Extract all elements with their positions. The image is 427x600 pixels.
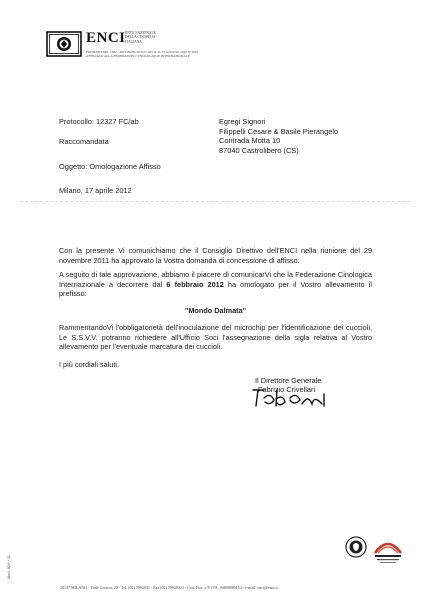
enci-acronym: ENCI (86, 30, 126, 46)
registered-mail-label: Raccomandata (59, 137, 109, 146)
document-model-code: Mod. 929 / 11 (6, 555, 11, 580)
signatory-name: Fabrizio Crivellari (258, 385, 316, 394)
founded-line: AFFILIATO ALLA FEDERATION CYNOLOGIQUE INTERNATIONALE (86, 54, 190, 59)
paragraph-text: ha omologato per il Vostro allevamento il prefisso: (59, 279, 372, 298)
body-paragraph-3: RammentandoVi l'obbligatorietà dell'inoculazione del microchip per l'identificazione dei cuccioli, Le S.S.V.V. potranno richiedere all'Ufficio Soci l'assegnazione della sigla relativa al Vostro allevamento per l'eventuale marcatura dei cuccioli. (59, 323, 372, 351)
enci-name-line: ITALIANA (125, 39, 142, 44)
recipient-line: Contrada Motta 10 (219, 136, 281, 146)
footer-address: 20137 MILANO - Viale Corsica, 20 - Tel. (02) 7002031 - Fax (02) 70020323 - Cod. Fisc. e P. IVA: 00809080154 - e-mail: enci@enci.it (60, 585, 278, 590)
signatory-title: Il Direttore Generale (255, 376, 322, 385)
kennel-prefix: "Mondo Dalmata" (184, 306, 247, 315)
protocol-number: Protocollo: 12327 FC/ab (59, 117, 139, 126)
body-paragraph-2 (59, 270, 372, 299)
enci-name-line: DELLA CINOFILIA (125, 35, 156, 40)
letter-date: Milano, 17 aprile 2012 (59, 186, 132, 195)
recipient-line: Filippelli Cesare & Basile Pierangelo (219, 126, 339, 136)
certification-seal-icon (345, 536, 367, 558)
recipient-block (219, 117, 409, 155)
scan-fold-line (20, 201, 410, 202)
paragraph-text: A seguito di tale approvazione, abbiamo il piacere di comunicarVi che la Federazione Cinologica Internazionale a decorrere dal (59, 270, 372, 289)
handwritten-signature-icon (250, 384, 340, 410)
founded-note (86, 50, 286, 59)
subject-line: Oggetto: Omologazione Affisso (59, 162, 161, 171)
enci-name-line: ENTE NAZIONALE (125, 31, 156, 35)
recipient-line: 87040 Castrolibero (CS) (219, 145, 299, 155)
quality-certification-icon (371, 533, 405, 565)
enci-logo-icon (46, 31, 82, 57)
enci-full-name (125, 31, 185, 44)
founded-line: FONDATO NEL 1882 - RICONOSCIUTO CON R. D. 13 GIUGNO 1940 N°1061 (86, 50, 199, 54)
recipient-line: Egregi Signori (219, 117, 266, 126)
closing-salutation: I più cordiali saluti. (59, 360, 120, 369)
approval-date: 6 febbraio 2012 (166, 279, 224, 289)
body-paragraph-1: Con la presente Vi comunichiamo che il Consiglio Direttivo dell'ENCI nella riunione del 29 novembre 2011 ha approvato la Vostra domanda di concessione di affisso. (59, 246, 372, 265)
